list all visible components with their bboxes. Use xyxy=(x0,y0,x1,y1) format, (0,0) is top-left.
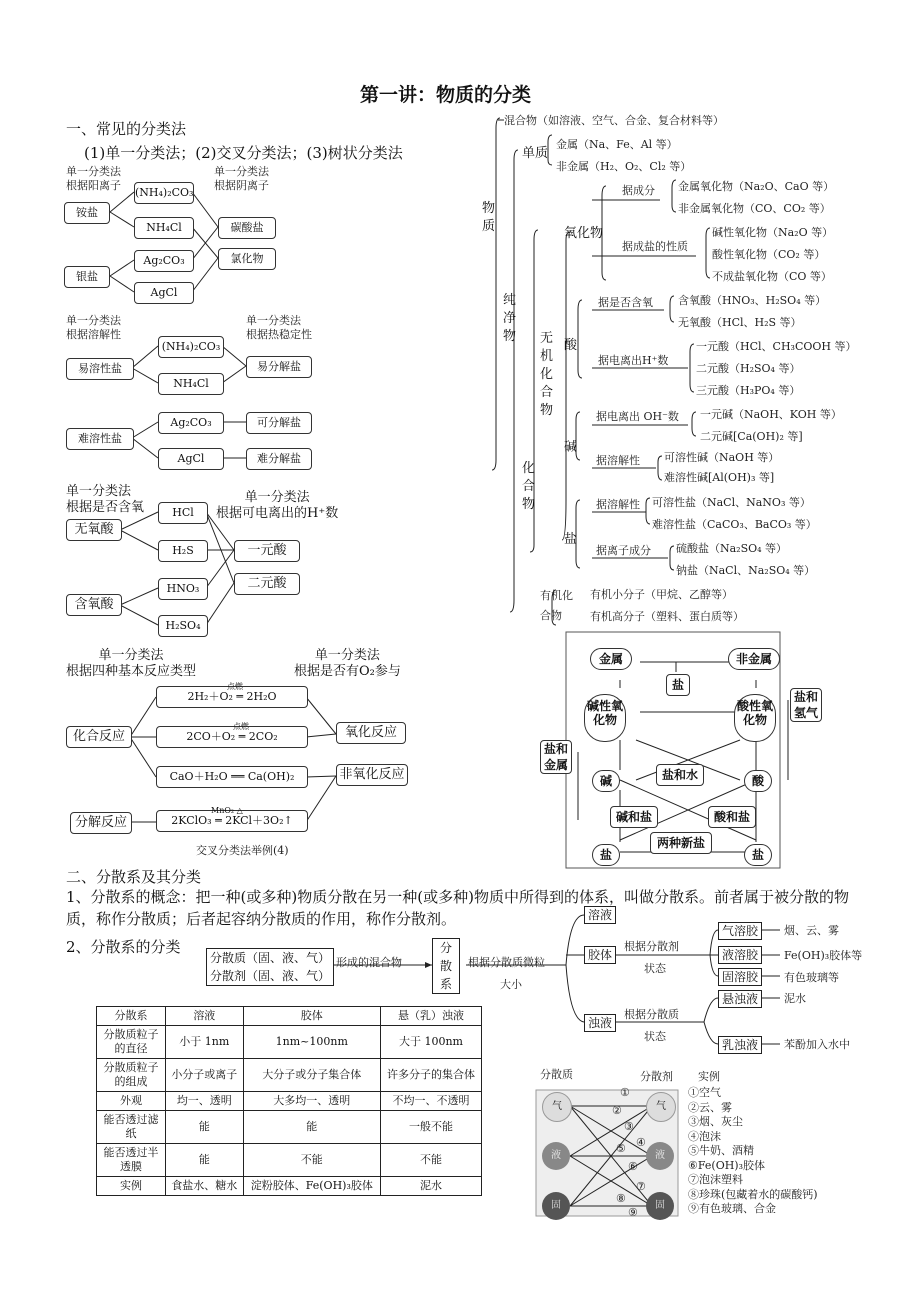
tree-salt-c1: 据溶解性 xyxy=(596,498,640,511)
nine-header-solute: 分散质 xyxy=(540,1068,573,1081)
decomposition-reaction-box: 分解反应 xyxy=(70,812,132,834)
flow-aerosol: 气溶胶 xyxy=(718,922,762,940)
c2-ag2co3-box: Ag₂CO₃ xyxy=(158,412,224,434)
flow-arrow2-bottom: 大小 xyxy=(500,978,522,991)
flow-suspension-ex: 泥水 xyxy=(784,992,806,1005)
solute-gas: 气 xyxy=(542,1092,572,1122)
table-header-cell: 悬（乳）浊液 xyxy=(380,1007,481,1026)
tree-organic: 有机化合物 xyxy=(540,589,573,622)
table-row: 分散质粒子的组成 小分子或离子 大分子或分子集合体 许多分子的集合体 xyxy=(97,1059,482,1092)
table-row: 分散质粒子的直径 小于 1nm 1nm~100nm 大于 100nm xyxy=(97,1026,482,1059)
cross3-right-label: 单一分类法 根据可电离出的H⁺数 xyxy=(216,490,339,521)
rel-acid: 酸 xyxy=(744,770,772,792)
non-oxidation-reaction-box: 非氧化反应 xyxy=(336,764,408,786)
flow-emulsion: 乳浊液 xyxy=(718,1036,762,1054)
cross4-caption: 交叉分类法举例(4) xyxy=(196,844,289,857)
tree-oxide: 氧化物 xyxy=(564,226,604,241)
rel-basic-oxide: 碱性氧化物 xyxy=(584,694,626,742)
c2-nh4cl-box: NH₄Cl xyxy=(158,373,224,395)
combo-num: ② xyxy=(612,1104,622,1117)
section2-heading: 二、分散系及其分类 xyxy=(66,868,202,886)
page-title: 第一讲：物质的分类 xyxy=(360,84,532,106)
rel-salt-right: 盐 xyxy=(744,844,772,866)
flow-center-box: 分散系 xyxy=(432,938,460,994)
oxygen-free-acid-box: 无氧酸 xyxy=(66,519,122,541)
table-row: 实例 食盐水、糖水 淀粉胶体、Fe(OH)₃胶体 泥水 xyxy=(97,1177,482,1196)
ammonium-salt-box: 铵盐 xyxy=(64,202,110,224)
solute-liquid: 液 xyxy=(542,1142,570,1170)
c2-nh4-2co3-box: (NH₄)₂CO₃ xyxy=(158,336,224,358)
insoluble-salt-box: 难溶性盐 xyxy=(66,428,134,450)
tree-mixture: 混合物（如溶液、空气、合金、复合材料等） xyxy=(504,114,724,127)
silver-salt-box: 银盐 xyxy=(64,266,110,288)
combo-num: ④ xyxy=(636,1136,646,1149)
tree-base: 碱 xyxy=(564,440,578,455)
nine-examples: ①空气 ②云、雾 ③烟、灰尘 ④泡沫 ⑤牛奶、酒精 ⑥Fe(OH)₃胶体 ⑦泡沫塑料 ⑧珍珠(包藏着水的碳酸钙) ⑨有色玻璃、合金 xyxy=(688,1086,818,1215)
solute-solid: 固 xyxy=(542,1192,570,1220)
tree-acid-c1: 据是否含氧 xyxy=(598,296,653,309)
h2so4-box: H₂SO₄ xyxy=(158,615,208,637)
flow-aerosol-ex: 烟、云、雾 xyxy=(784,924,839,937)
flow-colloid-arrow-top: 根据分散剂 xyxy=(624,940,679,953)
flow-suspension: 悬浊液 xyxy=(718,990,762,1008)
reaction-h2-o2-box: 2H₂＋O₂ ═ 2H₂O 点燃 xyxy=(156,686,308,708)
cross3-left-label: 单一分类法 根据是否含氧 xyxy=(66,484,145,515)
tree-simple: 单质 xyxy=(522,146,549,161)
nine-header-solvent: 分散剂 xyxy=(640,1070,673,1083)
table-header-cell: 溶液 xyxy=(166,1007,244,1026)
reaction-kclo3-box: 2KClO₃ ═ 2KCl＋3O₂↑ MnO₂ △ xyxy=(156,810,308,832)
tree-salt: 盐 xyxy=(564,532,578,547)
dispersion-concept: 1、分散系的概念：把一种(或多种)物质分散在另一种(或多种)物质中所得到的体系，叫做分散系。前者属于被分散的物质，称作分散质；后者起容纳分散质的作用，称作分散剂。 xyxy=(66,888,849,928)
rel-salt-water: 盐和水 xyxy=(656,764,704,786)
tree-simple-items: 金属（Na、Fe、Al 等） 非金属（H₂、O₂、Cl₂ 等） xyxy=(556,138,692,173)
combination-reaction-box: 化合反应 xyxy=(66,726,132,748)
table-header-row xyxy=(97,1007,482,1026)
tree-oxide-c2-items: 碱性氧化物（Na₂O 等） 酸性氧化物（CO₂ 等） 不成盐氧化物（CO 等） xyxy=(712,226,834,283)
tree-organic-items: 有机小分子（甲烷、乙醇等） 有机高分子（塑料、蛋白质等） xyxy=(590,588,744,623)
rel-salt-left: 盐 xyxy=(592,844,620,866)
rel-two-salts: 两种新盐 xyxy=(650,832,712,854)
combo-num: ① xyxy=(620,1086,630,1099)
cross1-left-label: 单一分类法 根据阳离子 xyxy=(66,165,121,192)
flow-solid-sol: 固溶胶 xyxy=(718,968,762,986)
tree-acid: 酸 xyxy=(564,338,578,353)
tree-base-c1-items: 一元碱（NaOH、KOH 等） 二元碱[Ca(OH)₂ 等] xyxy=(700,408,842,443)
flow-solid-sol-ex: 有色玻璃等 xyxy=(784,971,839,984)
combo-num: ⑨ xyxy=(628,1206,638,1219)
carbonate-box: 碳酸盐 xyxy=(218,217,276,239)
ag2co3-box: Ag₂CO₃ xyxy=(134,250,194,272)
tree-inorganic: 无机化合物 xyxy=(540,331,554,418)
tree-pure: 纯净物 xyxy=(503,293,517,344)
tree-oxide-c1-items: 金属氧化物（Na₂O、CaO 等） 非金属氧化物（CO、CO₂ 等） xyxy=(678,180,835,215)
rel-salt-h2: 盐和氢气 xyxy=(790,688,822,722)
tree-acid-c1-items: 含氧酸（HNO₃、H₂SO₄ 等） 无氧酸（HCl、H₂S 等） xyxy=(678,294,827,329)
tree-oxide-c2: 据成盐的性质 xyxy=(622,240,688,253)
flow-turbid-arrow-bottom: 状态 xyxy=(644,1030,666,1043)
rel-metal: 金属 xyxy=(590,648,632,670)
hcl-box: HCl xyxy=(158,502,208,524)
table-row: 外观 均一、透明 大多均一、透明 不均一、不透明 xyxy=(97,1092,482,1111)
cross4-right-label: 单一分类法 根据是否有O₂参与 xyxy=(294,648,401,679)
reaction-cao-h2o-box: CaO＋H₂O ══ Ca(OH)₂ xyxy=(156,766,308,788)
tree-salt-c2: 据离子成分 xyxy=(596,544,651,557)
table-row: 能否透过滤纸 能 能 一般不能 xyxy=(97,1111,482,1144)
section-heading: 一、常见的分类法 xyxy=(66,120,187,138)
nh4cl-box: NH₄Cl xyxy=(134,217,194,239)
flow-left-box: 分散质（固、液、气） 分散剂（固、液、气） xyxy=(206,948,334,986)
table-header-cell: 分散系 xyxy=(97,1007,166,1026)
methods-line: (1)单一分类法；(2)交叉分类法；(3)树状分类法 xyxy=(84,144,403,162)
tree-base-c1: 据电离出 OH⁻数 xyxy=(596,410,679,423)
rel-salt-top: 盐 xyxy=(666,674,690,696)
hard-decompose-box: 难分解盐 xyxy=(246,448,312,470)
flow-turbid-arrow-top: 根据分散质 xyxy=(624,1008,679,1021)
flow-colloid-arrow-bottom: 状态 xyxy=(644,962,666,975)
hno3-box: HNO₃ xyxy=(158,578,208,600)
table-header-cell: 胶体 xyxy=(243,1007,380,1026)
flow-emulsion-ex: 苯酚加入水中 xyxy=(784,1038,850,1051)
flow-colloid: 胶体 xyxy=(584,946,616,964)
agcl-box: AgCl xyxy=(134,282,194,304)
dispersion-classify: 2、分散系的分类 xyxy=(66,938,181,956)
rel-nonmetal: 非金属 xyxy=(728,648,780,670)
solvent-solid: 固 xyxy=(646,1192,674,1220)
c2-agcl-box: AgCl xyxy=(158,448,224,470)
tree-base-c2-items: 可溶性碱（NaOH 等） 难溶性碱[Al(OH)₃ 等] xyxy=(664,451,780,484)
rel-acid-oxide: 酸性氧化物 xyxy=(734,694,776,742)
dispersion-table xyxy=(96,1006,482,1196)
decomposable-box: 可分解盐 xyxy=(246,412,312,434)
h2s-box: H₂S xyxy=(158,540,208,562)
soluble-salt-box: 易溶性盐 xyxy=(66,358,134,380)
tree-base-c2: 据溶解性 xyxy=(596,454,640,467)
tree-root: 物质 xyxy=(482,201,496,234)
table-row: 能否透过半透膜 能 不能 不能 xyxy=(97,1144,482,1177)
combo-num: ⑧ xyxy=(616,1192,626,1205)
flow-turbid: 浊液 xyxy=(584,1014,616,1032)
tree-oxide-c1: 据成分 xyxy=(622,184,655,197)
combo-num: ⑦ xyxy=(636,1180,646,1193)
cross1-right-label: 单一分类法 根据阴离子 xyxy=(214,165,269,192)
chloride-box: 氯化物 xyxy=(218,248,276,270)
combo-num: ⑥ xyxy=(628,1160,638,1173)
combo-num: ⑤ xyxy=(616,1142,626,1155)
rel-salt-metal: 盐和金属 xyxy=(540,740,572,774)
flow-arrow1: 形成的混合物 xyxy=(336,956,402,969)
tree-salt-c1-items: 可溶性盐（NaCl、NaNO₃ 等） 难溶性盐（CaCO₃、BaCO₃ 等） xyxy=(652,496,817,531)
monoprotic-acid-box: 一元酸 xyxy=(234,540,300,562)
flow-liquid-sol-ex: Fe(OH)₃胶体等 xyxy=(784,949,863,962)
solvent-liquid: 液 xyxy=(646,1142,674,1170)
tree-acid-c2-items: 一元酸（HCl、CH₃COOH 等） 二元酸（H₂SO₄ 等） 三元酸（H₃PO₄ 等） xyxy=(696,340,857,397)
easy-decompose-box: 易分解盐 xyxy=(246,356,312,378)
flow-liquid-sol: 液溶胶 xyxy=(718,946,762,964)
oxidation-reaction-box: 氧化反应 xyxy=(336,722,406,744)
nine-header-example: 实例 xyxy=(698,1070,720,1083)
tree-salt-c2-items: 硫酸盐（Na₂SO₄ 等） 钠盐（NaCl、Na₂SO₄ 等） xyxy=(676,542,816,577)
tree-acid-c2: 据电离出H⁺数 xyxy=(598,354,669,367)
diprotic-acid-box: 二元酸 xyxy=(234,573,300,595)
flow-solution: 溶液 xyxy=(584,906,616,924)
combo-num: ③ xyxy=(624,1120,634,1133)
cross2-right-label: 单一分类法 根据热稳定性 xyxy=(246,314,312,341)
cross2-left-label: 单一分类法 根据溶解性 xyxy=(66,314,121,341)
nh4-2co3-box: (NH₄)₂CO₃ xyxy=(134,182,194,204)
cross4-left-label: 单一分类法 根据四种基本反应类型 xyxy=(66,648,197,679)
solvent-gas: 气 xyxy=(646,1092,676,1122)
oxyacid-box: 含氧酸 xyxy=(66,594,122,616)
flow-arrow2-top: 根据分散质微粒 xyxy=(468,956,545,969)
rel-base-salt: 碱和盐 xyxy=(610,806,658,828)
reaction-co-o2-box: 2CO＋O₂ ═ 2CO₂ 点燃 xyxy=(156,726,308,748)
rel-acid-salt: 酸和盐 xyxy=(708,806,756,828)
tree-compound: 化合物 xyxy=(522,461,536,512)
rel-base: 碱 xyxy=(592,770,620,792)
